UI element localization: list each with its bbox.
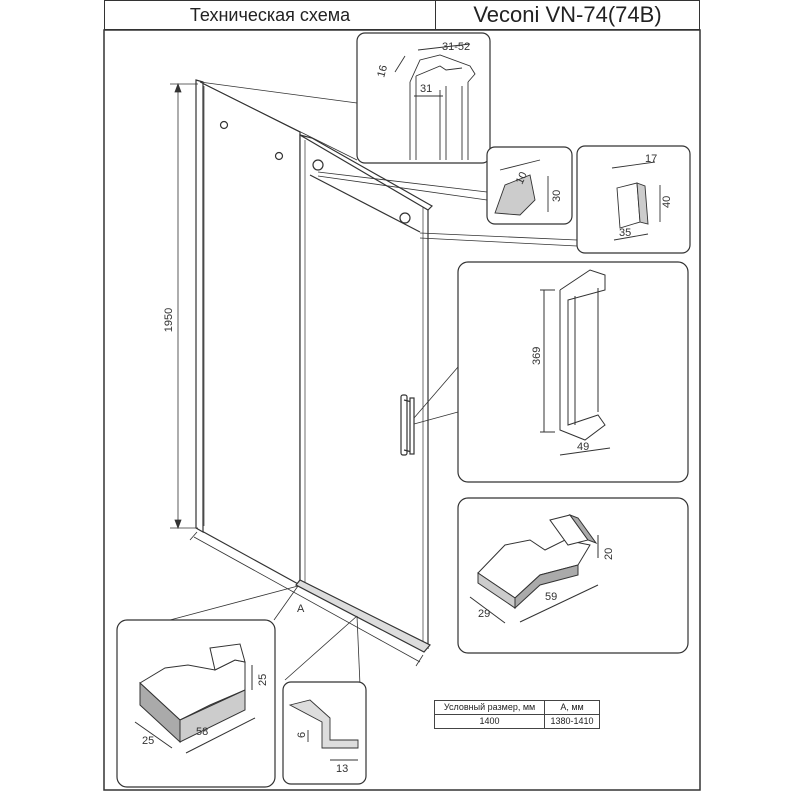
height-dimension <box>170 84 198 528</box>
stopper-h-label: 40 <box>661 195 673 208</box>
top-profile-w-label: 31-52 <box>442 41 471 53</box>
table-header-a: А, мм <box>545 701 600 715</box>
seal-w-label: 13 <box>336 763 349 775</box>
fixed-panel <box>200 82 300 585</box>
bottom-guide-d-label: 25 <box>142 735 155 747</box>
table-row <box>435 715 600 729</box>
height-label: 1950 <box>163 307 175 333</box>
roller-top-2 <box>400 213 410 223</box>
roller-top-1 <box>313 160 323 170</box>
guide-h-label: 20 <box>603 547 615 560</box>
table-cell-a: 1380-1410 <box>545 715 600 729</box>
door-handle <box>401 395 407 455</box>
stopper-d-label: 35 <box>619 227 632 239</box>
table-cell-size: 1400 <box>435 715 545 729</box>
title-right: Veconi VN-74(74B) <box>473 2 662 27</box>
stopper-w-label: 17 <box>645 153 658 165</box>
bottom-guide-w-label: 58 <box>196 726 209 738</box>
handle-w-label: 49 <box>577 441 590 453</box>
title-left: Техническая схема <box>105 1 436 29</box>
seal-h-label: 6 <box>296 731 308 738</box>
table-header-size: Условный размер, мм <box>435 701 545 715</box>
wall-profile <box>196 80 203 532</box>
fixed-knob-2 <box>276 153 283 160</box>
roller-w-label: 10 <box>513 170 530 187</box>
size-table <box>434 700 600 729</box>
table-header-row <box>435 701 600 715</box>
handle-h-label: 369 <box>531 346 543 365</box>
fixed-knob-1 <box>221 122 228 129</box>
width-label: A <box>297 603 305 615</box>
guide-w-label: 59 <box>545 591 558 603</box>
detail-handle-box <box>458 262 688 482</box>
top-profile-h-label: 16 <box>375 63 391 79</box>
bottom-guide-h-label: 25 <box>257 673 269 686</box>
roller-h-label: 30 <box>551 189 563 202</box>
top-profile-w2-label: 31 <box>420 83 433 95</box>
guide-d-label: 29 <box>478 608 491 620</box>
shower-door <box>196 80 432 652</box>
sliding-door <box>300 135 428 648</box>
